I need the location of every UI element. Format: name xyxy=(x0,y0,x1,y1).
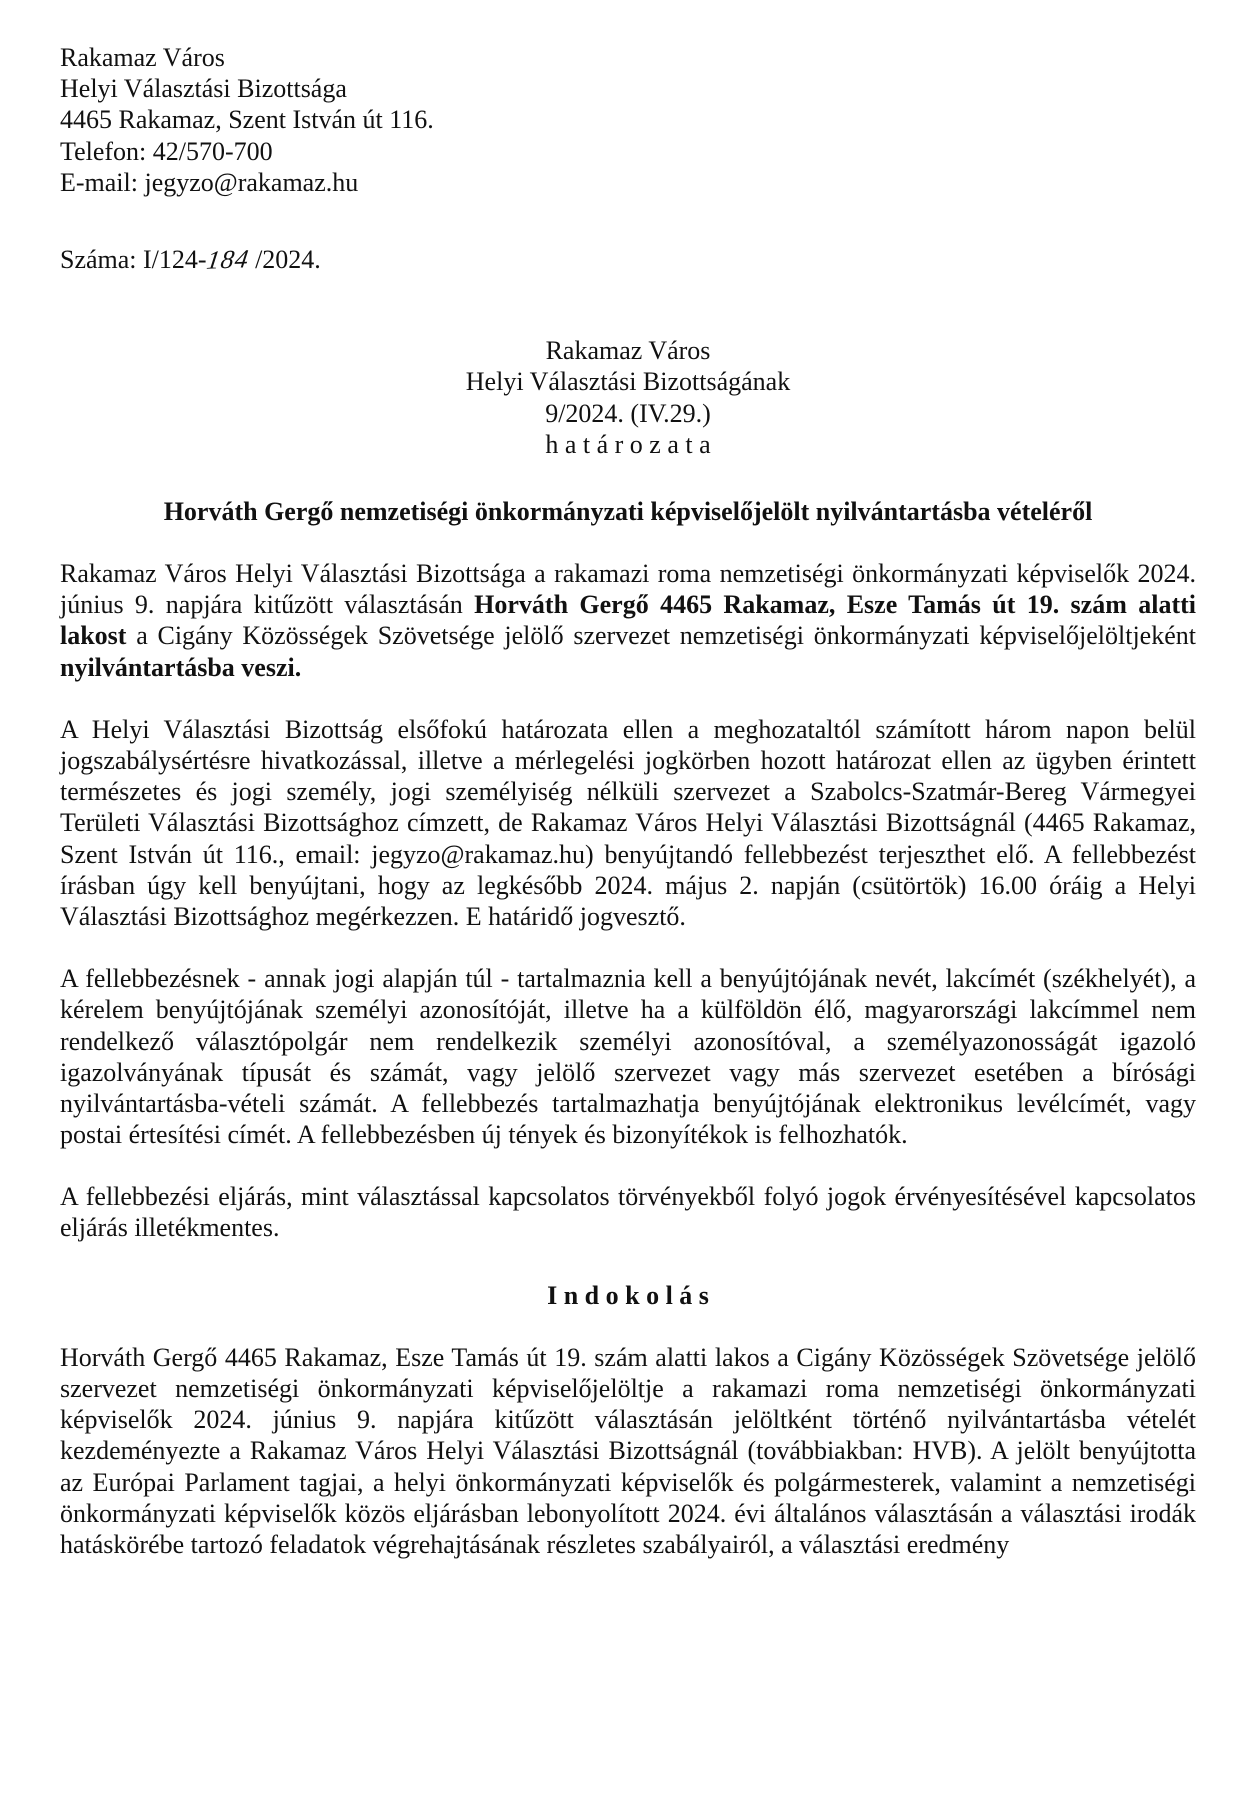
p1-text-2: a Cigány Közösségek Szövetsége jelölő szervezet nemzetiségi önkormányzati képviselőjelöltjeként xyxy=(126,621,1196,651)
sender-address: 4465 Rakamaz, Szent István út 116. xyxy=(60,105,434,135)
paragraph-decision xyxy=(60,558,1196,683)
title-block xyxy=(60,335,1196,460)
p1-text-1: Rakamaz Város Helyi Választási Bizottsága a rakamazi roma nemzetiségi önkormányzati képviselők 2024. június 9. napjára kitűzött választásán xyxy=(60,559,1196,620)
sender-org-line2: Helyi Választási Bizottsága xyxy=(60,74,347,104)
paragraph-appeal-rules: A Helyi Választási Bizottság elsőfokú határozata ellen a meghozataltól számított három napon belül jogszabálysértésre hivatkozással, illetve a mérlegelési jogkörben hozott határozat ellen az ügyben érintett természetes és jogi személy, jogi személyiség nélküli szervezet a Szabolcs-Szatmár-Bereg Vármegyei Területi Választási Bizottsághoz címzett, de Rakamaz Város Helyi Választási Bizottságnál (4465 Rakamaz, Szent István út 116., email: jegyzo@rakamaz.hu) benyújtandó fellebbezést terjeszthet elő. A fellebbezést írásban úgy kell benyújtani, hogy az legkésőbb 2024. május 2. napján (csütörtök) 16.00 óráig a Helyi Választási Bizottsághoz megérkezzen. E határidő jogvesztő. xyxy=(60,714,1196,931)
subject-heading: Horváth Gergő nemzetiségi önkormányzati képviselőjelölt nyilvántartásba vételéről xyxy=(163,496,1093,526)
case-number-suffix: /2024. xyxy=(248,244,321,274)
sender-block xyxy=(60,42,1196,198)
decision-word: h a t á r o z a t a xyxy=(545,429,711,459)
p1-registers-bold: nyilvántartásba veszi. xyxy=(60,652,302,682)
title-org-line1: Rakamaz Város xyxy=(545,336,711,366)
sender-phone: Telefon: 42/570-700 xyxy=(60,136,273,166)
paragraph-justification: Horváth Gergő 4465 Rakamaz, Esze Tamás út 19. szám alatti lakos a Cigány Közösségek Szövetsége jelölő szervezet nemzetiségi önkormányzati képviselőjelöltje a rakamazi roma nemzetiségi önkormányzati képviselők 2024. június 9. napjára kitűzött választásán jelöltként történő nyilvántartásba vételét kezdeményezte a Rakamaz Város Helyi Választási Bizottságnál (továbbiakban: HVB). A jelölt benyújtotta az Európai Parlament tagjai, a helyi önkormányzati képviselők és polgármesterek, valamint a nemzetiségi önkormányzati képviselők közös eljárásban lebonyolított 2024. évi általános választásán a választási irodák hatáskörébe tartozó feladatok végrehajtásának részletes szabályairól, a választási eredmény xyxy=(60,1342,1196,1559)
paragraph-fee-exemption: A fellebbezési eljárás, mint választással kapcsolatos törvényekből folyó jogok érvényesítésével kapcsolatos eljárás illetékmentes. xyxy=(60,1182,1196,1243)
sender-email: E-mail: jegyzo@rakamaz.hu xyxy=(60,167,359,197)
case-number-line xyxy=(60,244,1196,275)
paragraph-appeal-content: A fellebbezésnek - annak jogi alapján túl - tartalmaznia kell a benyújtójának nevét, lakcímét (székhelyét), a kérelem benyújtójának személyi azonosítóját, illetve ha a külföldön élő, magyarországi lakcímmel nem rendelkező választópolgár nem rendelkezik személyi azonosítóval, a személyazonosságát igazoló igazolványának típusát és számát, vagy jelölő szervezet vagy más szervezet esetében a bírósági nyilvántartásba-vételi számát. A fellebbezés tartalmazhatja benyújtójának elektronikus levélcímét, vagy postai értesítési címét. A fellebbezésben új tények és bizonyítékok is felhozhatók. xyxy=(60,964,1196,1150)
case-number-prefix: Száma: I/124- xyxy=(60,244,207,274)
handwritten-case-number: 184 xyxy=(204,244,251,275)
sender-org-line1: Rakamaz Város xyxy=(60,43,225,72)
title-org-line2: Helyi Választási Bizottságának xyxy=(465,367,791,397)
decision-number-date: 9/2024. (IV.29.) xyxy=(545,398,711,428)
p1-candidate-name-bold: Horváth Gergő 4465 Rakamaz, Esze Tamás út 19. szám alatti lakost xyxy=(60,590,1196,651)
section-heading-indokolas: I n d o k o l á s xyxy=(547,1280,709,1310)
